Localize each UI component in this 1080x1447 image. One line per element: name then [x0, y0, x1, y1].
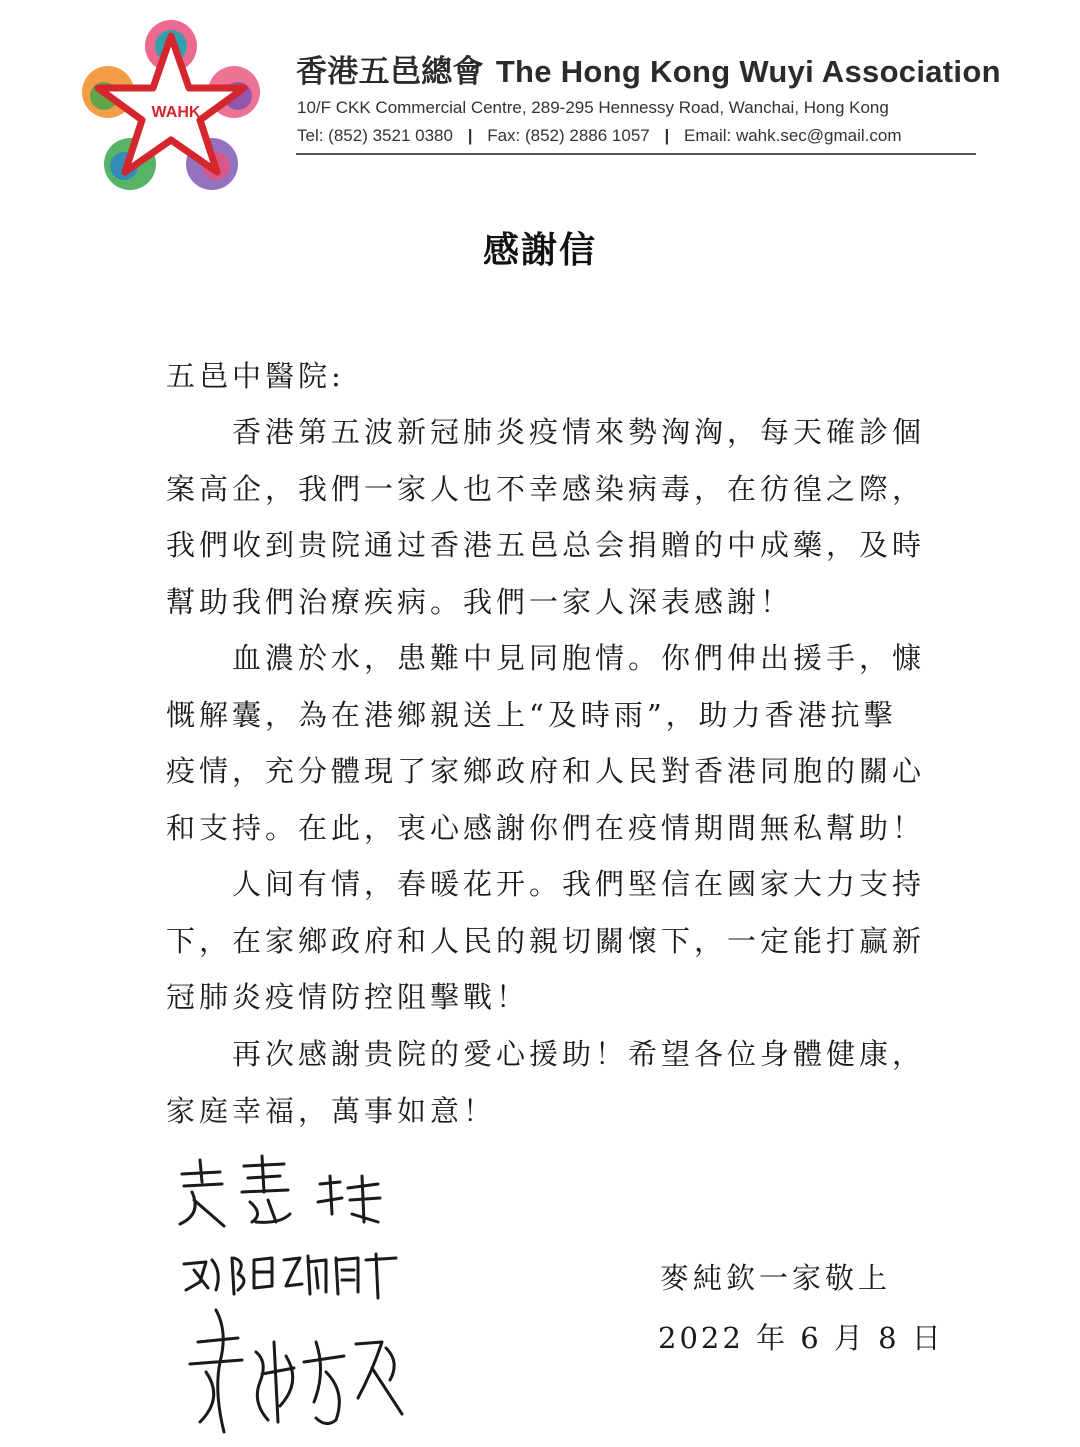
email: Email: wahk.sec@gmail.com	[683, 126, 902, 145]
paragraph-2: 血濃於水，患難中見同胞情。你們伸出援手，慷慨解囊，為在港鄉親送上“及時雨”，助力香港抗擊疫情，充分體現了家鄉政府和人民對香港同胞的關心和支持。在此，衷心感謝你們在疫情期間無私幫助！	[166, 641, 926, 845]
organization-name-zh: 香港五邑總會	[296, 54, 484, 89]
letter-title: 感謝信	[482, 229, 597, 271]
tel: Tel: (852) 3521 0380	[297, 126, 453, 145]
paragraph-4: 再次感謝贵院的愛心援助！希望各位身體健康，家庭幸福，萬事如意！	[166, 1037, 926, 1128]
logo-label: WAHK	[151, 104, 201, 121]
organization-name	[296, 46, 1001, 91]
organization-contact	[297, 126, 902, 146]
separator: |	[467, 126, 473, 145]
paragraph-1: 香港第五波新冠肺炎疫情來勢洶洶，每天確診個案高企，我們一家人也不幸感染病毒，在彷徨之際，我們收到贵院通过香港五邑总会捐贈的中成藥，及時幫助我們治療疾病。我們一家人深表感謝！	[166, 415, 926, 619]
letterhead	[0, 0, 1080, 200]
salutation: 五邑中醫院:	[166, 359, 345, 393]
organization-address: 10/F CKK Commercial Centre, 289-295 Hennessy Road, Wanchai, Hong Kong	[297, 98, 889, 117]
letter-date: 2022 年 6 月 8 日	[658, 1321, 944, 1355]
separator: |	[664, 126, 670, 145]
signature-1	[172, 1152, 402, 1232]
letterhead-rule	[296, 153, 976, 155]
paragraph-3: 人间有情，春暖花开。我們堅信在國家大力支持下，在家鄉政府和人民的親切關懷下，一定能打赢新冠肺炎疫情防控阻擊戰！	[166, 867, 926, 1014]
organization-name-en: The Hong Kong Wuyi Association	[495, 54, 1001, 89]
signer-line: 麥純欽一家敬上	[660, 1261, 892, 1295]
fax: Fax: (852) 2886 1057	[487, 126, 650, 145]
signature-3	[176, 1302, 416, 1442]
